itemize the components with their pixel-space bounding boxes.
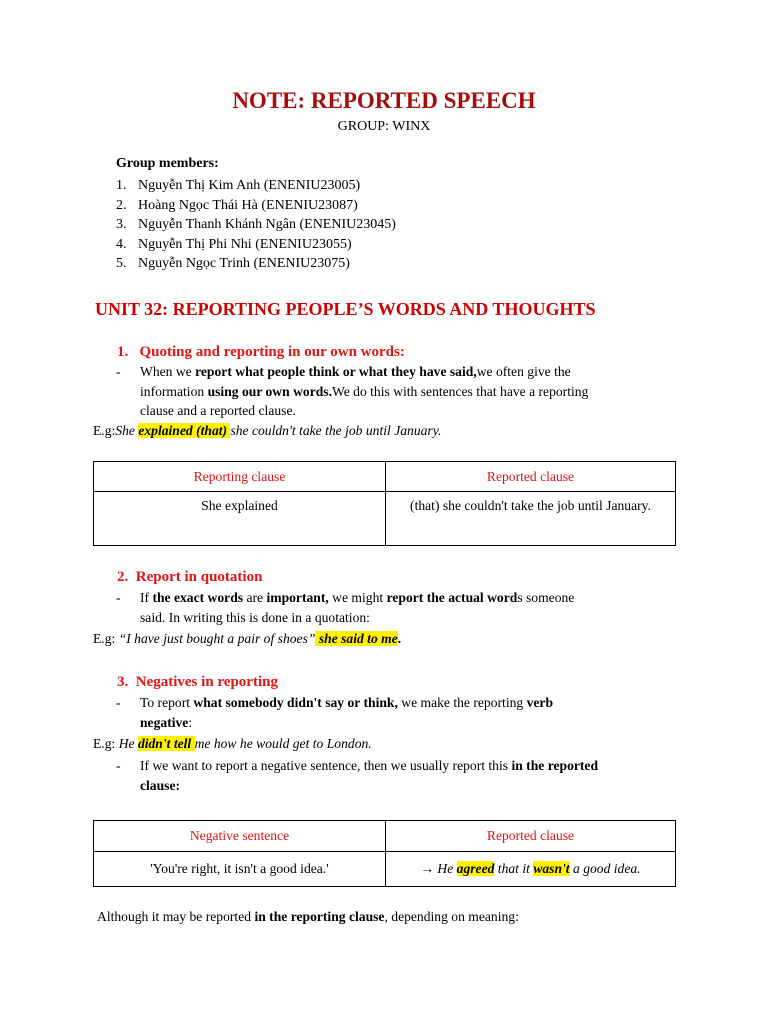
reporting-table	[93, 461, 676, 546]
section-heading-2: 2. Report in quotation	[117, 569, 263, 585]
list-item: 1. Nguyễn Thị Kim Anh (ENENIU23005)	[116, 178, 361, 193]
members-heading: Group members:	[116, 156, 219, 171]
group-name: GROUP: WINX	[337, 119, 431, 134]
negatives-table	[93, 820, 676, 887]
list-item: 3. Nguyễn Thanh Khánh Ngân (ENENIU23045)	[116, 217, 396, 232]
example-2: E.g: “I have just bought a pair of shoes” she said to me.	[93, 631, 402, 646]
table-header: Reporting clause	[94, 462, 386, 492]
unit-title: UNIT 32: REPORTING PEOPLE’S WORDS AND THOUGHTS	[95, 299, 596, 319]
section-2-text: - If the exact words are important, we might report the actual words someone said. In writing this is done in a quotation:	[116, 590, 575, 625]
section-heading-1: 1. Quoting and reporting in our own words:	[117, 344, 405, 360]
table-cell: She explained	[94, 492, 386, 546]
list-item: 4. Nguyễn Thị Phi Nhi (ENENIU23055)	[116, 236, 352, 252]
arrow-icon: →	[420, 861, 434, 876]
table-header: Reported clause	[386, 462, 676, 492]
example-1: E.g:She explained (that) she couldn't take the job until January.	[93, 423, 442, 438]
list-item: 2. Hoàng Ngọc Thái Hà (ENENIU23087)	[116, 197, 358, 213]
page-title: NOTE: REPORTED SPEECH	[232, 88, 536, 113]
example-3: E.g: He didn't tell me how he would get to London.	[93, 736, 372, 751]
section-3-text-2: - If we want to report a negative sentence, then we usually report this in the reported clause:	[116, 758, 599, 793]
table-cell: (that) she couldn't take the job until January.	[386, 492, 676, 546]
list-item: 5. Nguyễn Ngọc Trinh (ENENIU23075)	[116, 256, 350, 271]
table-cell: 'You're right, it isn't a good idea.'	[94, 852, 386, 887]
section-heading-3: 3. Negatives in reporting	[117, 674, 278, 690]
table-cell: → He agreed that it wasn't a good idea.	[386, 852, 676, 887]
table-header: Reported clause	[386, 821, 676, 852]
section-1-text: - When we report what people think or what they have said,we often give the information using our own words.We do this with sentences that have a reporting clause and a reported clause.	[116, 364, 589, 419]
closing-text: Although it may be reported in the reporting clause, depending on meaning:	[97, 909, 519, 924]
table-header: Negative sentence	[94, 821, 386, 852]
section-3-text: - To report what somebody didn't say or think, we make the reporting verb negative:	[116, 695, 554, 730]
members-list	[116, 176, 396, 274]
